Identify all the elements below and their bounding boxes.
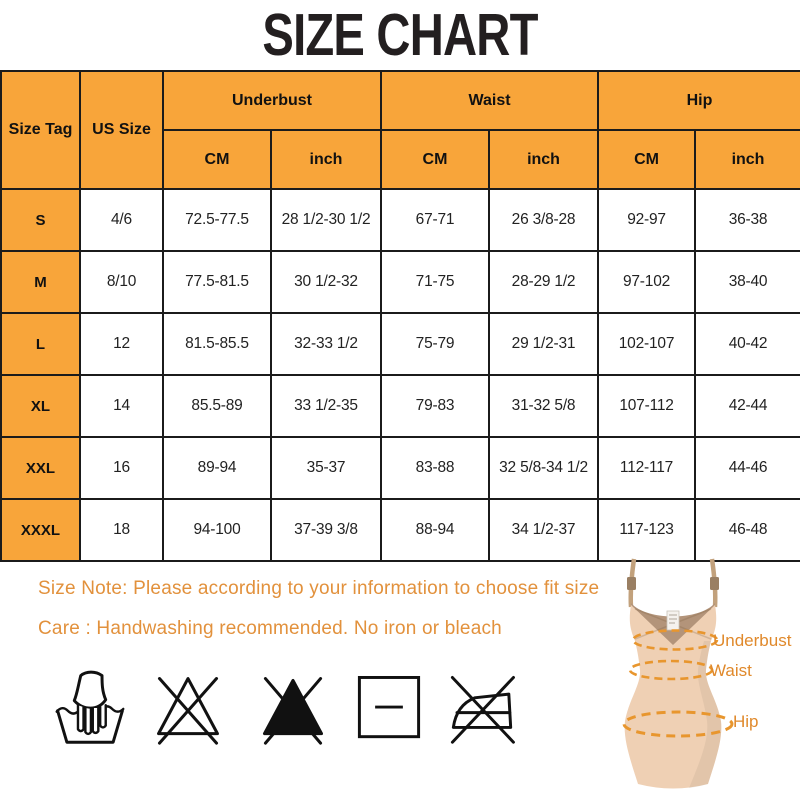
waist-inch: 28-29 1/2 — [489, 251, 598, 313]
header-waist-cm: CM — [381, 130, 489, 189]
figure-label-underbust: Underbust — [713, 631, 792, 650]
underbust-cm: 89-94 — [163, 437, 271, 499]
us-size: 14 — [80, 375, 163, 437]
us-size: 16 — [80, 437, 163, 499]
underbust-inch: 28 1/2-30 1/2 — [271, 189, 381, 251]
header-underbust-cm: CM — [163, 130, 271, 189]
size-tag: M — [1, 251, 80, 313]
waist-inch: 31-32 5/8 — [489, 375, 598, 437]
waist-cm: 79-83 — [381, 375, 489, 437]
underbust-inch: 30 1/2-32 — [271, 251, 381, 313]
dry-flat-icon — [352, 666, 426, 750]
underbust-inch: 33 1/2-35 — [271, 375, 381, 437]
underbust-inch: 32-33 1/2 — [271, 313, 381, 375]
hip-cm: 97-102 — [598, 251, 695, 313]
hip-inch: 36-38 — [695, 189, 800, 251]
hip-cm: 92-97 — [598, 189, 695, 251]
page-title: SIZE CHART — [262, 2, 538, 68]
waist-cm: 75-79 — [381, 313, 489, 375]
underbust-cm: 94-100 — [163, 499, 271, 561]
underbust-cm: 81.5-85.5 — [163, 313, 271, 375]
hip-cm: 107-112 — [598, 375, 695, 437]
us-size: 4/6 — [80, 189, 163, 251]
header-underbust-inch: inch — [271, 130, 381, 189]
waist-inch: 29 1/2-31 — [489, 313, 598, 375]
hip-cm: 112-117 — [598, 437, 695, 499]
hip-inch: 42-44 — [695, 375, 800, 437]
table-row-xxl — [1, 437, 800, 499]
do-not-bleach-solid-icon — [255, 666, 331, 750]
do-not-iron-icon — [445, 666, 519, 750]
size-tag: XXL — [1, 437, 80, 499]
us-size: 8/10 — [80, 251, 163, 313]
underbust-inch: 37-39 3/8 — [271, 499, 381, 561]
table-row-xl — [1, 375, 800, 437]
waist-inch: 32 5/8-34 1/2 — [489, 437, 598, 499]
page-title-wrap — [0, 0, 800, 70]
do-not-bleach-icon — [150, 666, 226, 750]
header-hip: Hip — [598, 71, 800, 130]
header-us-size: US Size — [80, 71, 163, 189]
size-tag: XL — [1, 375, 80, 437]
figure-label-waist: Waist — [710, 661, 752, 680]
waist-cm: 83-88 — [381, 437, 489, 499]
header-size-tag: Size Tag — [1, 71, 80, 189]
hip-inch: 46-48 — [695, 499, 800, 561]
waist-cm: 67-71 — [381, 189, 489, 251]
figure-label-hip: Hip — [733, 712, 759, 731]
size-tag: L — [1, 313, 80, 375]
header-waist: Waist — [381, 71, 598, 130]
header-waist-inch: inch — [489, 130, 598, 189]
waist-cm: 88-94 — [381, 499, 489, 561]
shapewear-dress-illustration — [585, 553, 800, 800]
size-chart-table — [0, 70, 800, 562]
hip-inch: 40-42 — [695, 313, 800, 375]
size-tag: S — [1, 189, 80, 251]
underbust-cm: 77.5-81.5 — [163, 251, 271, 313]
us-size: 18 — [80, 499, 163, 561]
underbust-cm: 85.5-89 — [163, 375, 271, 437]
hand-wash-icon — [53, 666, 127, 750]
header-hip-inch: inch — [695, 130, 800, 189]
hip-cm: 102-107 — [598, 313, 695, 375]
waist-inch: 34 1/2-37 — [489, 499, 598, 561]
header-hip-cm: CM — [598, 130, 695, 189]
underbust-cm: 72.5-77.5 — [163, 189, 271, 251]
hip-inch: 38-40 — [695, 251, 800, 313]
table-row-m — [1, 251, 800, 313]
hip-cm: 117-123 — [598, 499, 695, 561]
table-row-xxxl — [1, 499, 800, 561]
underbust-inch: 35-37 — [271, 437, 381, 499]
us-size: 12 — [80, 313, 163, 375]
waist-inch: 26 3/8-28 — [489, 189, 598, 251]
size-note: Size Note: Please according to your information to choose fit size — [38, 578, 600, 599]
size-tag: XXXL — [1, 499, 80, 561]
header-underbust: Underbust — [163, 71, 381, 130]
table-row-s — [1, 189, 800, 251]
waist-cm: 71-75 — [381, 251, 489, 313]
table-row-l — [1, 313, 800, 375]
hip-inch: 44-46 — [695, 437, 800, 499]
care-note: Care : Handwashing recommended. No iron or bleach — [38, 618, 502, 639]
